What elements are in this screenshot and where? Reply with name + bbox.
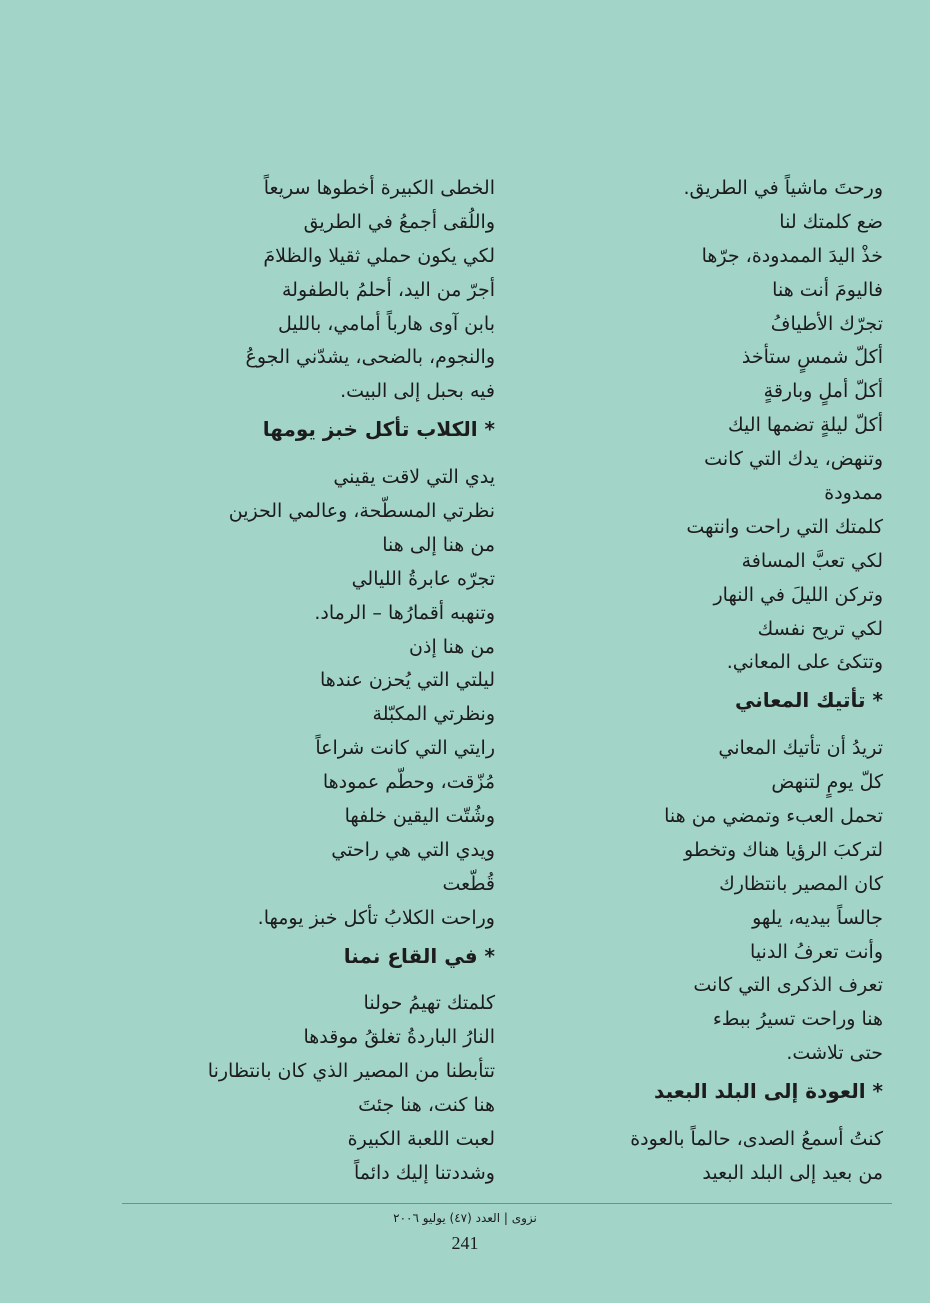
poem-line: وتركن الليلَ في النهار: [713, 583, 883, 606]
poem-line: كان المصير بانتظارك: [719, 872, 883, 895]
poem-line: كلمتك التي راحت وانتهت: [686, 515, 883, 538]
poem-line: مُزّقت، وحطّم عمودها: [322, 771, 495, 794]
poem-line: لكي يكون حملي ثقيلا والظلامَ: [263, 244, 495, 267]
poem-line: خذْ اليدَ الممدودة، جرّها: [701, 244, 883, 267]
poem-line: بابن آوى هارباً أمامي، بالليل: [277, 312, 495, 335]
poem-line: وأنت تعرفُ الدنيا: [750, 940, 883, 963]
journal-issue-line: نزوى | العدد (٤٧) يوليو ٢٠٠٦: [393, 1211, 537, 1225]
poem-line: تريدُ أن تأتيك المعاني: [718, 737, 883, 760]
poem-line: كنتُ أسمعُ الصدى، حالماً بالعودة: [630, 1128, 883, 1151]
poem-line: والنجوم، بالضحى، يشدّني الجوعُ: [245, 346, 495, 369]
poem-line: رايتي التي كانت شراعاً: [315, 737, 495, 760]
poem-line: أجرّ من اليد، أحلمُ بالطفولة: [281, 278, 495, 301]
poem-line: النارُ الباردةُ تغلقُ موقدها: [303, 1026, 495, 1049]
poem-line: لكي تريح نفسك: [757, 617, 883, 640]
poem-line: ورحتَ ماشياً في الطريق.: [683, 177, 883, 199]
section-heading: * الكلاب تأكل خبز يومها: [262, 417, 495, 442]
poem-line: حتى تلاشت.: [786, 1042, 883, 1065]
poem-line: من بعيد إلى البلد البعيد: [702, 1161, 883, 1184]
poem-line: نظرتي المسطّحة، وعالمي الحزين: [228, 500, 495, 523]
section-heading: * تأتيك المعاني: [734, 688, 883, 713]
page-number: 241: [451, 1233, 479, 1253]
poem-line: تحمل العبء وتمضي من هنا: [664, 805, 883, 828]
poem-line: من هنا إذن: [409, 635, 495, 658]
poem-line: هنا كنت، هنا جئتَ: [358, 1094, 495, 1117]
poem-line: تجرّه عابرةُ الليالي: [351, 567, 495, 590]
poem-line: فيه بحبل إلى البيت.: [340, 380, 495, 403]
poem-line: الخطى الكبيرة أخطوها سريعاً: [263, 177, 495, 199]
poem-line: وراحت الكلابُ تأكل خبز يومها.: [257, 906, 495, 929]
poem-line: ويدي التي هي راحتي: [331, 838, 495, 861]
poem-line: تجرّك الأطيافُ: [770, 312, 883, 335]
poem-column-left: [115, 172, 495, 1191]
poem-line: جالساً بيديه، يلهو: [752, 906, 883, 929]
poem-line: كلّ يومٍ لتنهض: [771, 771, 883, 794]
poem-line: قُطّعت: [442, 872, 495, 895]
poem-line: ممدودة: [824, 482, 883, 505]
poem-line: تتأبطنا من المصير الذي كان بانتظارنا: [207, 1060, 495, 1083]
poem-line: تعرف الذكرى التي كانت: [693, 974, 883, 997]
poem-line: ضع كلمتك لنا: [779, 210, 883, 233]
poem-line: واللُقى أجمعُ في الطريق: [303, 210, 495, 233]
poem-line: لعبت اللعبة الكبيرة: [347, 1128, 495, 1151]
poem-column-right: [503, 172, 883, 1191]
poem-line: يدي التي لاقت يقيني: [333, 466, 495, 489]
footer-divider: [122, 1203, 892, 1204]
poem-line: كلمتك تهيمُ حولنا: [363, 992, 495, 1015]
poem-line: أكلّ أملٍ وبارقةٍ: [763, 380, 883, 403]
poem-line: وتنهض، يدك التي كانت: [704, 448, 883, 471]
poem-line: لكي تعبَّ المسافة: [741, 549, 883, 572]
poem-line: وتنهبه أقمارُها – الرماد.: [314, 601, 495, 624]
poem-line: هنا وراحت تسيرُ ببطء: [712, 1008, 883, 1031]
poem-line: لتركبَ الرؤيا هناك وتخطو: [684, 838, 883, 861]
poem-line: أكلّ ليلةٍ تضمها اليك: [728, 414, 883, 437]
section-heading: * في القاع نمنا: [343, 943, 495, 968]
poem-line: وشددتنا إليك دائماً: [353, 1161, 495, 1184]
section-heading: * العودة إلى البلد البعيد: [654, 1079, 883, 1104]
poem-line: أكلّ شمسٍ ستأخذ: [741, 346, 883, 369]
poem-line: وتتكئ على المعاني.: [726, 651, 883, 674]
poem-line: ليلتي التي يُحزن عندها: [320, 669, 495, 692]
poem-line: من هنا إلى هنا: [382, 533, 495, 556]
poem-line: فاليومَ أنت هنا: [772, 278, 883, 301]
poem-line: ونظرتي المكبّلة: [372, 703, 495, 726]
poem-line: وشُتّت اليقين خلفها: [344, 805, 495, 828]
